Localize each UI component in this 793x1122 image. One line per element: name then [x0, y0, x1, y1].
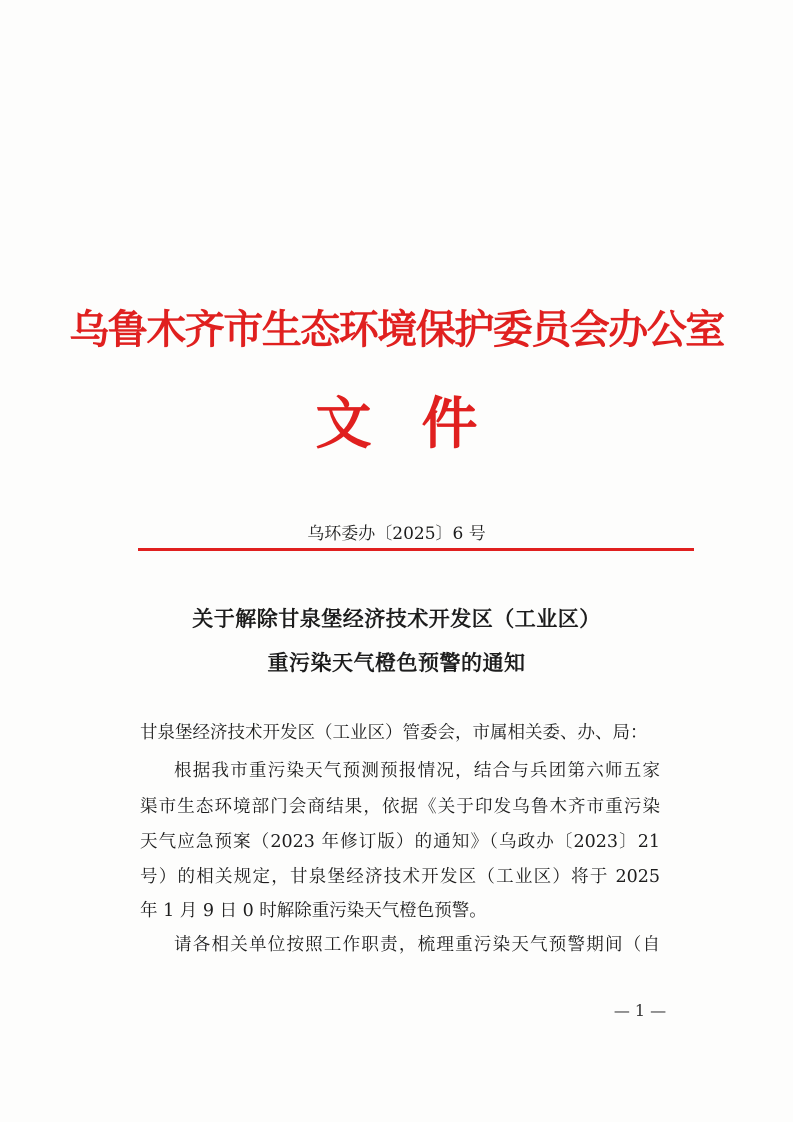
paragraph-1-line: 天气应急预案（2023 年修订版）的通知》（乌政办〔2023〕21: [140, 832, 660, 852]
paragraph-1-line: 根据我市重污染天气预测预报情况，结合与兵团第六师五家: [174, 761, 660, 781]
document-number: 乌环委办〔2025〕6 号: [307, 524, 486, 544]
issuing-organization-heading: 乌鲁木齐市生态环境保护委员会办公室: [69, 307, 724, 353]
red-separator-line: [138, 548, 694, 551]
notice-title-line-1: 关于解除甘泉堡经济技术开发区（工业区）: [192, 607, 601, 631]
addressee-line: 甘泉堡经济技术开发区（工业区）管委会，市属相关委、办、局：: [140, 723, 648, 743]
paragraph-1-line: 渠市生态环境部门会商结果，依据《关于印发乌鲁木齐市重污染: [140, 797, 660, 817]
page-number: — 1 —: [613, 1001, 667, 1020]
paragraph-1-line: 号）的相关规定，甘泉堡经济技术开发区（工业区）将于 2025: [140, 867, 660, 887]
paragraph-1-line: 年 1 月 9 日 0 时解除重污染天气橙色预警。: [140, 901, 487, 921]
document-word-heading: 文件: [315, 392, 528, 457]
paragraph-2-line: 请各相关单位按照工作职责，梳理重污染天气预警期间（自: [174, 935, 660, 955]
notice-title-line-2: 重污染天气橙色预警的通知: [267, 651, 526, 675]
